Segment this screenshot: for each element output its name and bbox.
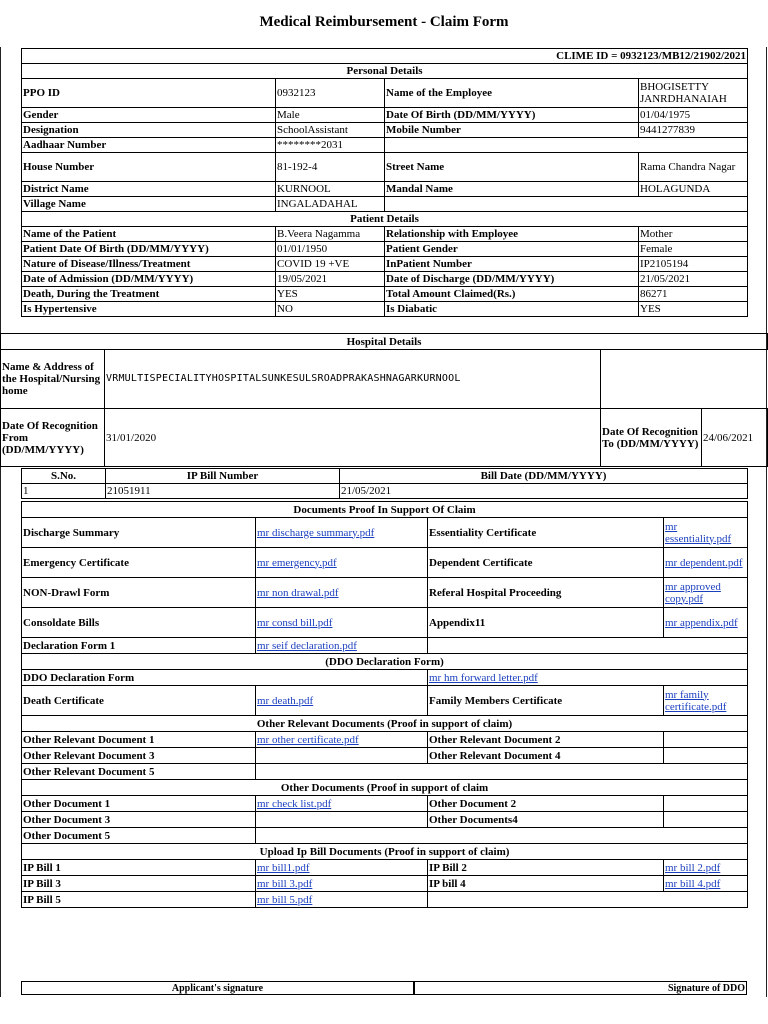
inpatient-label: InPatient Number <box>385 257 639 272</box>
bill-date-header: Bill Date (DD/MM/YYYY) <box>340 469 748 484</box>
mandal-value: HOLAGUNDA <box>639 182 748 197</box>
death-certificate-link[interactable]: mr death.pdf <box>257 694 314 707</box>
gender-value: Male <box>276 108 385 123</box>
other-documents-header: Other Documents (Proof in support of claim <box>22 780 748 796</box>
consoldate-bills-label: Consoldate Bills <box>22 608 256 638</box>
hypertensive-label: Is Hypertensive <box>22 302 276 317</box>
ddo-declaration-label: DDO Declaration Form <box>22 670 428 686</box>
ppo-id-value: 0932123 <box>276 79 385 108</box>
ddo-declaration-link[interactable]: mr hm forward letter.pdf <box>429 671 538 684</box>
village-value: INGALADAHAL <box>276 197 385 212</box>
discharge-value: 21/05/2021 <box>639 272 748 287</box>
dob-value: 01/04/1975 <box>639 108 748 123</box>
other-doc-1-label: Other Document 1 <box>22 796 256 812</box>
emergency-link[interactable]: mr emergency.pdf <box>257 556 337 569</box>
relevant-doc-1-label: Other Relevant Document 1 <box>22 732 256 748</box>
amount-label: Total Amount Claimed(Rs.) <box>385 287 639 302</box>
admission-value: 19/05/2021 <box>276 272 385 287</box>
other-doc-4-label: Other Documents4 <box>428 812 664 828</box>
mandal-label: Mandal Name <box>385 182 639 197</box>
bill-date-value: 21/05/2021 <box>340 484 748 499</box>
ip-bill-number-value: 21051911 <box>106 484 340 499</box>
dependent-label: Dependent Certificate <box>428 548 664 578</box>
relationship-value: Mother <box>639 227 748 242</box>
death-label: Death, During the Treatment <box>22 287 276 302</box>
ip-bill-5-label: IP Bill 5 <box>22 892 256 908</box>
hospital-table <box>0 333 768 467</box>
ip-bill-table <box>21 468 748 499</box>
gender-label: Gender <box>22 108 276 123</box>
recognition-from-value: 31/01/2020 <box>105 409 601 467</box>
mobile-label: Mobile Number <box>385 123 639 138</box>
referal-label: Referal Hospital Proceeding <box>428 578 664 608</box>
essentiality-label: Essentiality Certificate <box>428 518 664 548</box>
inpatient-value: IP2105194 <box>639 257 748 272</box>
applicant-signature: Applicant's signature <box>21 981 414 995</box>
patient-gender-label: Patient Gender <box>385 242 639 257</box>
relationship-label: Relationship with Employee <box>385 227 639 242</box>
patient-gender-value: Female <box>639 242 748 257</box>
declaration-link[interactable]: mr seif declaration.pdf <box>257 639 357 652</box>
ip-bill-3-label: IP Bill 3 <box>22 876 256 892</box>
recognition-to-label: Date Of Recognition To (DD/MM/YYYY) <box>601 409 702 467</box>
other-doc-3-label: Other Document 3 <box>22 812 256 828</box>
recognition-to-value: 24/06/2021 <box>702 409 768 467</box>
relevant-doc-1-link[interactable]: mr other certificate.pdf <box>257 733 359 746</box>
aadhaar-value: ********2031 <box>276 138 385 153</box>
ip-bill-4-label: IP bill 4 <box>428 876 664 892</box>
documents-header: Documents Proof In Support Of Claim <box>22 502 748 518</box>
diabatic-value: YES <box>639 302 748 317</box>
house-number-value: 81-192-4 <box>276 153 385 182</box>
aadhaar-label: Aadhaar Number <box>22 138 276 153</box>
hospital-address-value: VRMULTISPECIALITYHOSPITALSUNKESULSROADPRAKASHNAGARKURNOOL <box>105 350 601 409</box>
ip-bill-5-link[interactable]: mr bill 5.pdf <box>257 893 313 906</box>
amount-value: 86271 <box>639 287 748 302</box>
ip-bill-1-label: IP Bill 1 <box>22 860 256 876</box>
sno-header: S.No. <box>22 469 106 484</box>
house-number-label: House Number <box>22 153 276 182</box>
dependent-link[interactable]: mr dependent.pdf <box>665 556 743 569</box>
ddo-signature: Signature of DDO <box>414 981 747 995</box>
patient-details-header: Patient Details <box>22 212 748 227</box>
patient-dob-label: Patient Date Of Birth (DD/MM/YYYY) <box>22 242 276 257</box>
ip-bill-2-label: IP Bill 2 <box>428 860 664 876</box>
hospital-address-label: Name & Address of the Hospital/Nursing home <box>1 350 105 409</box>
relevant-doc-4-label: Other Relevant Document 4 <box>428 748 664 764</box>
dob-label: Date Of Birth (DD/MM/YYYY) <box>385 108 639 123</box>
ip-bill-1-link[interactable]: mr bill1.pdf <box>257 861 310 874</box>
other-doc-5-label: Other Document 5 <box>22 828 256 844</box>
emergency-label: Emergency Certificate <box>22 548 256 578</box>
non-drawl-label: NON-Drawl Form <box>22 578 256 608</box>
designation-label: Designation <box>22 123 276 138</box>
relevant-doc-5-label: Other Relevant Document 5 <box>22 764 256 780</box>
non-drawl-link[interactable]: mr non drawal.pdf <box>257 586 339 599</box>
recognition-from-label: Date Of Recognition From (DD/MM/YYYY) <box>1 409 105 467</box>
patient-name-label: Name of the Patient <box>22 227 276 242</box>
disease-label: Nature of Disease/Illness/Treatment <box>22 257 276 272</box>
disease-value: COVID 19 +VE <box>276 257 385 272</box>
patient-name-value: B.Veera Nagamma <box>276 227 385 242</box>
ip-bill-number-header: IP Bill Number <box>106 469 340 484</box>
details-table <box>21 48 748 317</box>
mobile-value: 9441277839 <box>639 123 748 138</box>
relevant-documents-header: Other Relevant Documents (Proof in support of claim) <box>22 716 748 732</box>
patient-dob-value: 01/01/1950 <box>276 242 385 257</box>
designation-value: SchoolAssistant <box>276 123 385 138</box>
ip-bill-3-link[interactable]: mr bill 3.pdf <box>257 877 313 890</box>
appendix-label: Appendix11 <box>428 608 664 638</box>
street-name-value: Rama Chandra Nagar <box>639 153 748 182</box>
relevant-doc-2-label: Other Relevant Document 2 <box>428 732 664 748</box>
discharge-summary-link[interactable]: mr discharge summary.pdf <box>257 526 375 539</box>
ip-bill-2-link[interactable]: mr bill 2.pdf <box>665 861 721 874</box>
family-certificate-link[interactable]: mr family certificate.pdf <box>665 688 727 713</box>
hospital-details-header: Hospital Details <box>1 334 768 350</box>
district-value: KURNOOL <box>276 182 385 197</box>
hypertensive-value: NO <box>276 302 385 317</box>
consoldate-bills-link[interactable]: mr consd bill.pdf <box>257 616 333 629</box>
employee-name-value: BHOGISETTY JANRDHANAIAH <box>639 79 748 108</box>
documents-table <box>21 501 748 908</box>
sno-value: 1 <box>22 484 106 499</box>
street-name-label: Street Name <box>385 153 639 182</box>
claim-id: CLIME ID = 0932123/MB12/21902/2021 <box>22 49 748 64</box>
other-doc-2-label: Other Document 2 <box>428 796 664 812</box>
admission-label: Date of Admission (DD/MM/YYYY) <box>22 272 276 287</box>
discharge-summary-label: Discharge Summary <box>22 518 256 548</box>
diabatic-label: Is Diabatic <box>385 302 639 317</box>
employee-name-label: Name of the Employee <box>385 79 639 108</box>
death-value: YES <box>276 287 385 302</box>
ppo-id-label: PPO ID <box>22 79 276 108</box>
essentiality-link[interactable]: mr essentiality.pdf <box>665 520 732 545</box>
ip-bill-4-link[interactable]: mr bill 4.pdf <box>665 877 721 890</box>
death-certificate-label: Death Certificate <box>22 686 256 716</box>
district-label: District Name <box>22 182 276 197</box>
referal-link[interactable]: mr approved copy.pdf <box>665 580 721 605</box>
personal-details-header: Personal Details <box>22 64 748 79</box>
appendix-link[interactable]: mr appendix.pdf <box>665 616 738 629</box>
form-title: Medical Reimbursement - Claim Form <box>259 14 509 30</box>
ddo-declaration-header: (DDO Declaration Form) <box>22 654 748 670</box>
ip-bill-documents-header: Upload Ip Bill Documents (Proof in support of claim) <box>22 844 748 860</box>
village-label: Village Name <box>22 197 276 212</box>
discharge-label: Date of Discharge (DD/MM/YYYY) <box>385 272 639 287</box>
family-certificate-label: Family Members Certificate <box>428 686 664 716</box>
declaration-label: Declaration Form 1 <box>22 638 256 654</box>
relevant-doc-3-label: Other Relevant Document 3 <box>22 748 256 764</box>
other-doc-1-link[interactable]: mr check list.pdf <box>257 797 332 810</box>
table-row <box>22 484 748 499</box>
